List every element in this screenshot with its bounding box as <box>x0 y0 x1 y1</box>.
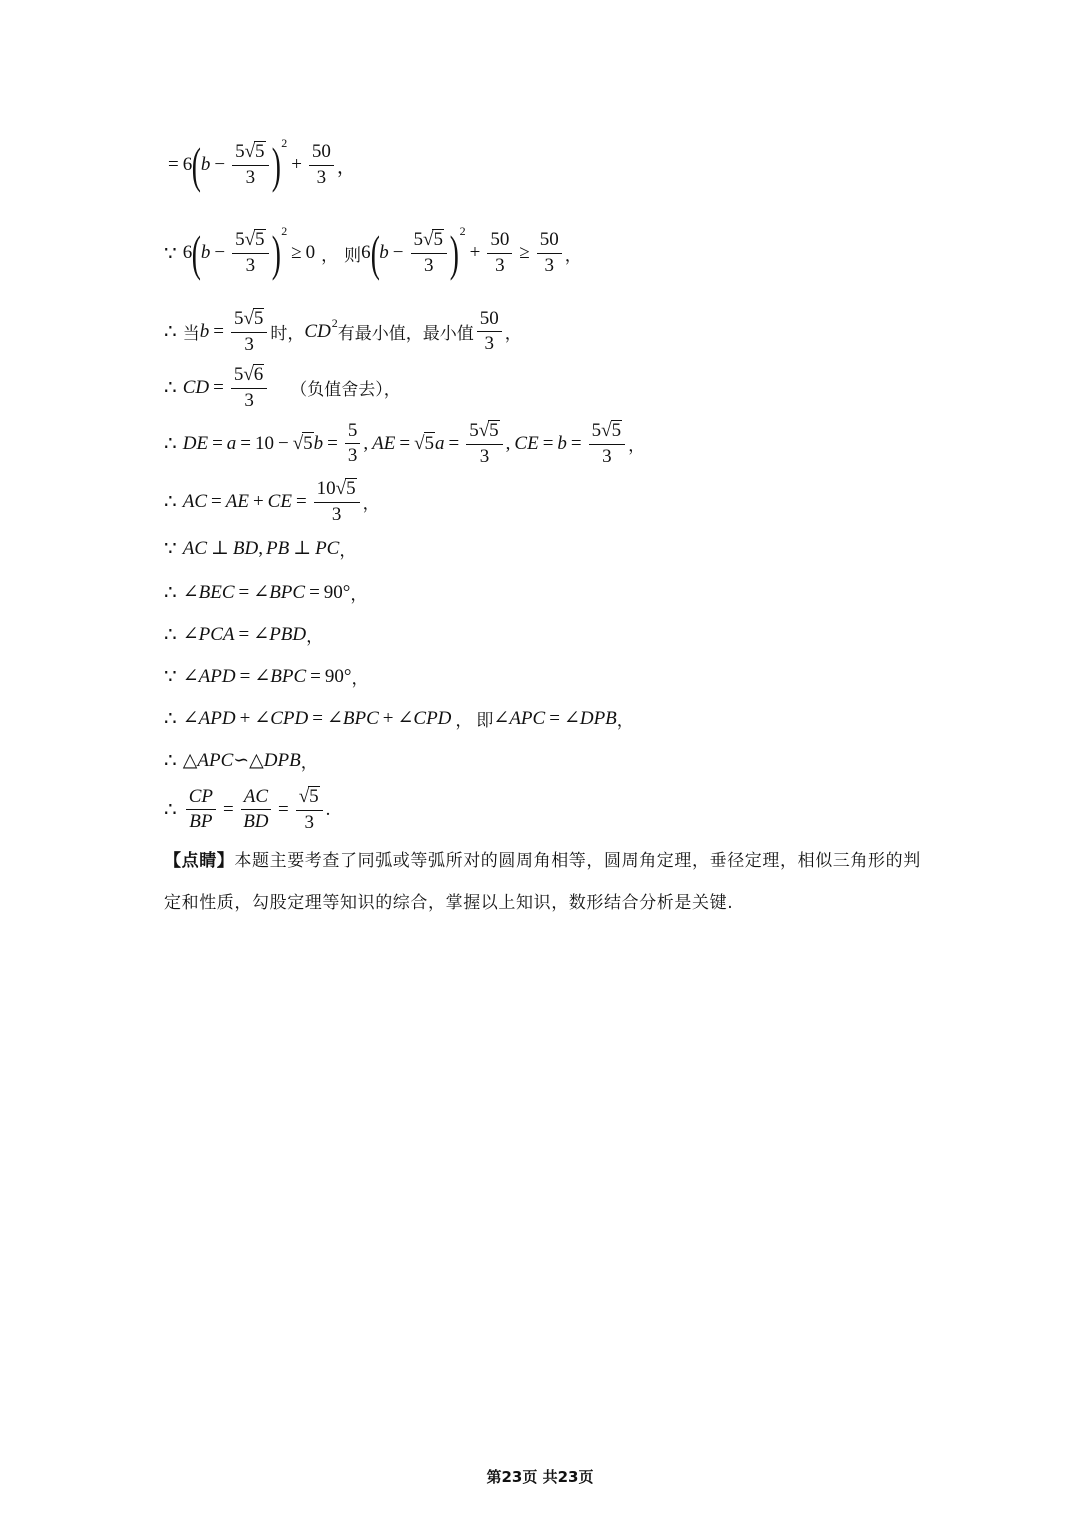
comma: ， <box>362 494 380 515</box>
solution-line-7: ∵ AC ⊥ BD , PB ⊥ PC ， <box>164 537 357 561</box>
comma: ， <box>306 627 324 647</box>
therefore-symbol: ∴ <box>164 321 177 344</box>
therefore-symbol: ∴ <box>164 708 177 730</box>
when-word: 当 <box>182 324 200 345</box>
page-footer: 第23页 共23页 <box>486 1468 594 1486</box>
therefore-symbol: ∴ <box>164 624 177 646</box>
dianjing-body: 本题主要考查了同弧或等弧所对的圆周角相等，圆周角定理，垂径定理，相似三角形的判定和性质，勾股定理等知识的综合，掌握以上知识，数形结合分析是关键. <box>164 851 921 913</box>
because-symbol: ∵ <box>164 538 177 560</box>
therefore-symbol: ∴ <box>164 799 177 822</box>
because-symbol: ∵ <box>164 666 177 688</box>
solution-line-10: ∵ ∠ APD = ∠ BPC = 90° ， <box>164 665 369 689</box>
dianjing-label: 【点睛】 <box>164 851 235 871</box>
solution-line-5: ∴ DE = a = 10 − √5 b = $\frac{5}{3}$ , AE = √5 a = $\frac{5√5}{3}$ , CE = b = $\frac{5√5}{3}$ ， <box>164 419 646 467</box>
solution-line-13: ∴ $\frac{CP}{BP}$ = $\frac{AC}{BD}$ = $\frac{√5}{3}$ . <box>164 785 331 833</box>
solution-line-1: = 6 ( b − $\frac{5√5}{3}$ ) 2 + $\frac{50}{3}$ ， <box>168 135 356 193</box>
then-word: 则 <box>344 245 362 266</box>
solution-line-6: ∴ AC = AE + CE = $\frac{10√5}{3}$ ， <box>164 478 380 525</box>
comma: ， <box>564 245 582 266</box>
comma: ， <box>336 156 356 178</box>
comma: ， <box>455 711 473 731</box>
because-symbol: ∵ <box>164 242 177 265</box>
solution-line-2: ∵ 6 ( b − $\frac{5√5}{3}$ ) 2 ≥ 0 ， 则 6 ( b − $\frac{5√5}{3}$ ) 2 + $\frac{50}{3}$ ≥ $\frac{50}{3}$ ， <box>164 223 582 281</box>
solution-line-8: ∴ ∠ BEC = ∠ BPC = 90° ， <box>164 581 368 605</box>
therefore-symbol: ∴ <box>164 377 177 400</box>
therefore-symbol: ∴ <box>164 433 177 456</box>
comma: ， <box>616 711 634 731</box>
dianjing-paragraph <box>164 840 924 924</box>
comma: ， <box>321 245 339 266</box>
comma: ， <box>504 324 522 345</box>
namely-word: 即 <box>476 711 494 731</box>
comma: ， <box>351 669 369 689</box>
shi-word: 时， <box>270 324 305 345</box>
solution-line-11: ∴ ∠ APD + ∠ CPD = ∠ BPC + ∠ CPD ， 即 ∠ APC = ∠ DPB ， <box>164 707 634 731</box>
negative-discard-note: （负值舍去）， <box>290 380 401 401</box>
solution-line-3: ∴ 当 b = $\frac{5√5}{3}$ 时， CD 2 有最小值，最小值 $\frac{50}{3}$ ， <box>164 307 522 355</box>
comma: ， <box>339 541 357 561</box>
solution-line-4: ∴ CD = $\frac{5√6}{3}$ （负值舍去）， <box>164 364 401 411</box>
comma: ， <box>350 585 368 605</box>
solution-line-12: ∴ △ APC ∽ △ DPB ， <box>164 749 318 773</box>
therefore-symbol: ∴ <box>164 491 177 514</box>
solution-line-9: ∴ ∠ PCA = ∠ PBD ， <box>164 623 324 647</box>
comma: ， <box>628 436 646 457</box>
therefore-symbol: ∴ <box>164 582 177 604</box>
has-min-text: 有最小值，最小值 <box>337 324 474 345</box>
therefore-symbol: ∴ <box>164 750 177 772</box>
comma: ， <box>300 753 318 773</box>
